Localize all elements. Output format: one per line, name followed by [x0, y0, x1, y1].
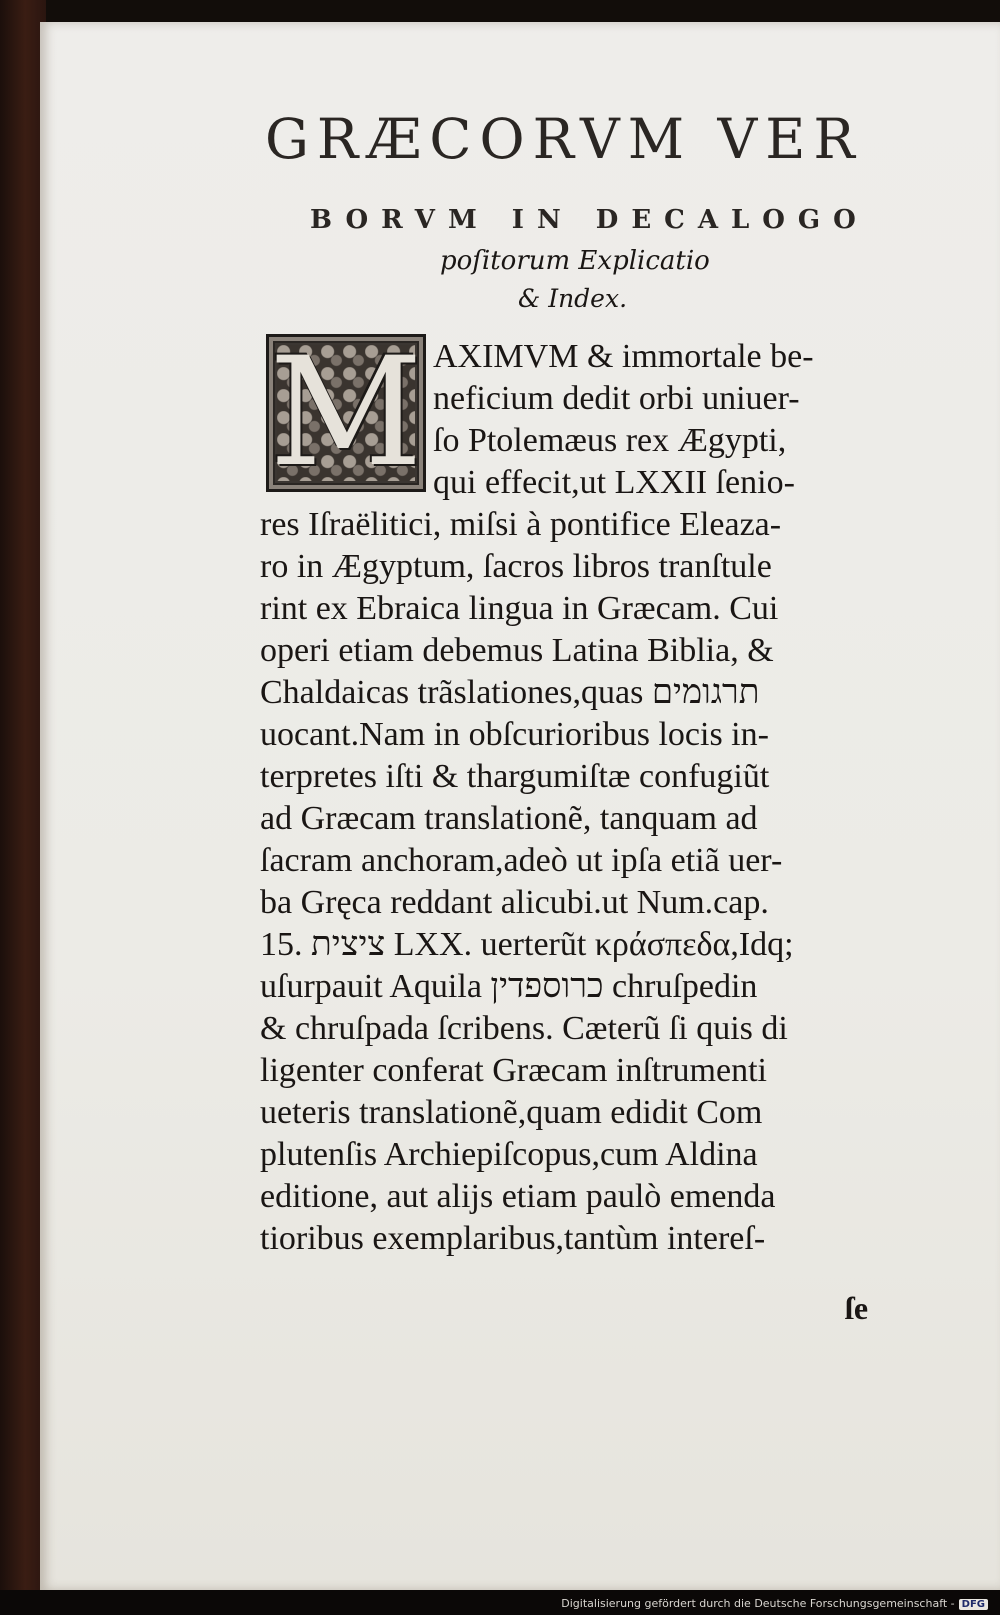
text-line: Chaldaicas trãslationes,quas תרגומים — [260, 674, 760, 711]
decorated-initial — [266, 334, 426, 492]
heading-line-2: BORVM IN DECALOGO — [310, 205, 869, 235]
text-line: operi etiam debemus Latina Biblia, & — [260, 632, 774, 669]
text-line: ſacram anchoram,adeò ut ipſa etiã uer- — [260, 842, 783, 879]
text-line: res Iſraëlitici, miſsi à pontifice Eleaza- — [260, 506, 782, 543]
digitization-credit — [561, 1597, 988, 1610]
text-line: neficium dedit orbi uniuer- — [433, 380, 800, 417]
catchword: ſe — [845, 1290, 869, 1326]
text-line: ſo Ptolemæus rex Ægypti, — [433, 422, 787, 459]
text-line: & chruſpada ſcribens. Cæterũ ſi quis di — [260, 1010, 788, 1047]
credit-text: Digitalisierung gefördert durch die Deutsche Forschungsgemeinschaft - — [561, 1597, 955, 1610]
text-line: AXIMVM & immortale be- — [433, 338, 814, 375]
text-line: uocant.Nam in obſcurioribus locis in- — [260, 716, 769, 753]
text-line: terpretes iſti & thargumiſtæ confugiũt — [260, 758, 770, 795]
text-line: qui effecit,ut LXXII ſenio- — [433, 464, 795, 501]
text-line: ueteris translationẽ,quam edidit Com — [260, 1094, 763, 1131]
book-page — [40, 22, 1000, 1590]
text-line: ad Græcam translationẽ, tanquam ad — [260, 800, 758, 837]
text-line: rint ex Ebraica lingua in Græcam. Cui — [260, 590, 779, 627]
text-line: ba Gręca reddant alicubi.ut Num.cap. — [260, 884, 769, 921]
text-line: editione, aut aliјs etiam paulò emenda — [260, 1178, 776, 1215]
initial-letter: M — [269, 334, 423, 492]
dfg-logo: DFG — [959, 1599, 988, 1610]
text-line: tioribus exemplaribus,tantùm intereſ- — [260, 1220, 766, 1257]
text-line: 15. ציצית LXX. uerterũt κράσπεδα,Idq; — [260, 926, 794, 963]
text-line: plutenſis Archiepiſcopus,cum Aldina — [260, 1136, 758, 1173]
text-line: uſurpauit Aquila כרוספדין chruſpedin — [260, 968, 758, 1005]
heading-line-3: poſitorum Explicatio — [440, 246, 710, 276]
heading-line-4: & Index. — [518, 284, 628, 313]
text-line: ligenter conferat Græcam inſtrumenti — [260, 1052, 767, 1089]
text-line: ro in Ægyptum, ſacros libros tranſtule — [260, 548, 772, 585]
heading-line-1: GRÆCORVM VER — [265, 107, 863, 171]
